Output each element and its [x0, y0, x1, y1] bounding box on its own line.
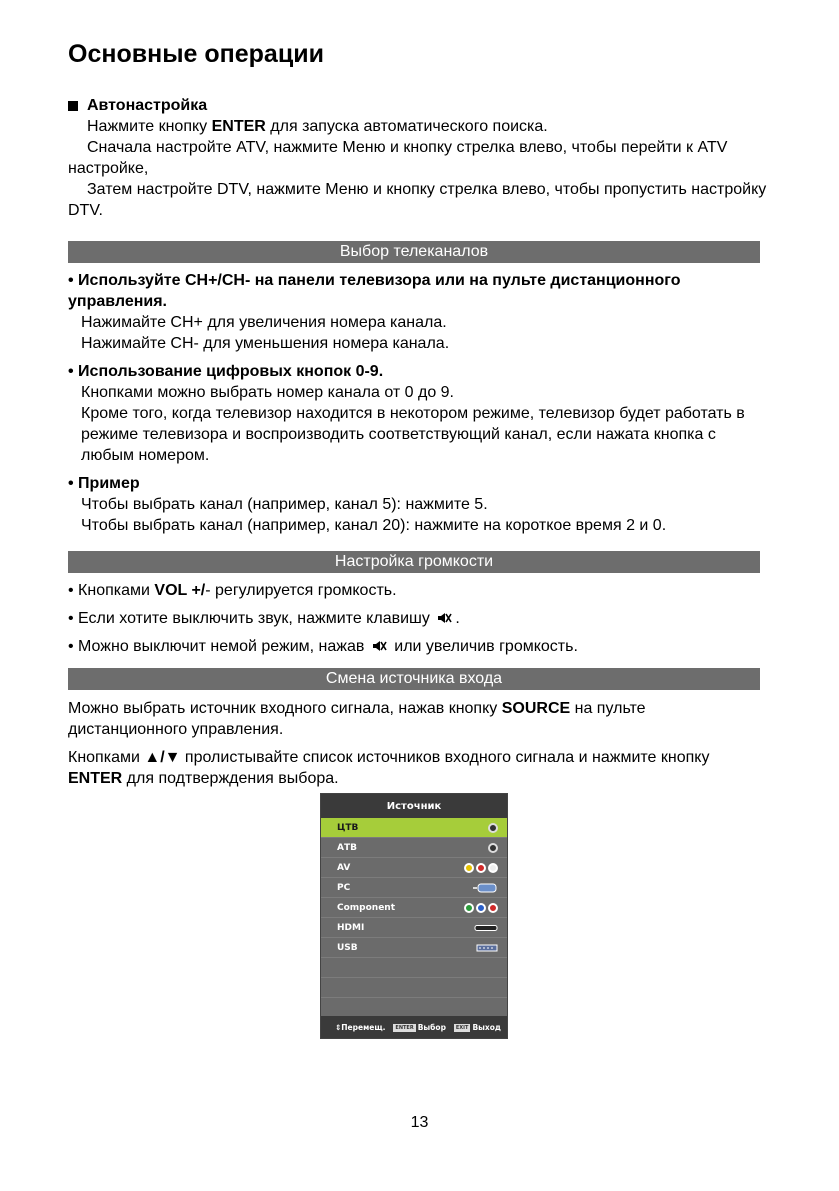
source-item-hdmi[interactable]: HDMI	[321, 918, 507, 938]
source-item-empty	[321, 998, 507, 1018]
autotune-line-3: Затем настройте DTV, нажмите Меню и кнопку стрелка влево, чтобы пропустить настройку DTV.	[68, 181, 767, 219]
source-item-av[interactable]: AV	[321, 858, 507, 878]
source-item-component[interactable]: Component	[321, 898, 507, 918]
page-number: 13	[410, 1114, 429, 1131]
source-item-atv[interactable]: АТВ	[321, 838, 507, 858]
source-para-1: Можно выбрать источник входного сигнала, нажав кнопку SOURCE на пульте дистанционного управления.	[68, 700, 646, 738]
source-section	[68, 698, 768, 789]
volume-line-3: • Можно выключит немой режим, нажав или увеличив громкость.	[68, 638, 578, 655]
page-title: Основные операции	[68, 40, 324, 68]
channels-item-1-line-2: Нажимайте CH- для уменьшения номера канала.	[81, 335, 450, 352]
channels-item-1-line-1: Нажимайте CH+ для увеличения номера канала.	[81, 314, 447, 331]
antenna-icon	[488, 823, 498, 833]
exit-key-icon: EXIT	[455, 1024, 469, 1031]
up-down-arrows-icon: ▲/▼	[144, 749, 181, 766]
footer-exit: EXIT Выход	[455, 1022, 501, 1032]
vga-connector-icon	[472, 883, 498, 893]
channels-item-3-line-1: Чтобы выбрать канал (например, канал 5): нажмите 5.	[81, 496, 488, 513]
source-menu	[320, 793, 508, 1039]
source-item-empty	[321, 958, 507, 978]
component-connector-icon	[464, 903, 498, 913]
source-menu-title: Источник	[321, 794, 507, 818]
source-item-empty	[321, 978, 507, 998]
source-para-2: Кнопками ▲/▼ пролистывайте список источников входного сигнала и нажмите кнопку ENTER для подтверждения выбора.	[68, 749, 710, 787]
section-bar-channels: Выбор телеканалов	[68, 241, 760, 263]
source-item-usb[interactable]: USB	[321, 938, 507, 958]
source-menu-footer	[321, 1016, 507, 1038]
source-item-pc[interactable]: PC	[321, 878, 507, 898]
channels-item-1-heading: • Используйте CH+/CH- на панели телевизора или на пульте дистанционного управления.	[68, 272, 681, 310]
channels-item-2-line-1: Кнопками можно выбрать номер канала от 0 до 9.	[81, 384, 454, 401]
autotune-heading	[68, 95, 768, 116]
av-connector-icon	[464, 863, 498, 873]
channels-item-3-heading: • Пример	[68, 475, 140, 492]
hdmi-connector-icon	[474, 924, 498, 932]
volume-line-1: • Кнопками VOL +/- регулируется громкость.	[68, 582, 397, 599]
channels-item-2-line-2: Кроме того, когда телевизор находится в некотором режиме, телевизор будет работать в режиме телевизора и воспроизводить соответствующий канал, если нажата кнопка с любым номером.	[81, 405, 745, 464]
channels-section	[68, 270, 768, 536]
mute-icon	[372, 639, 387, 653]
volume-line-2: • Если хотите выключить звук, нажмите клавишу .	[68, 610, 460, 627]
volume-section	[68, 580, 768, 657]
channels-item-3-line-2: Чтобы выбрать канал (например, канал 20): нажмите на короткое время 2 и 0.	[81, 517, 667, 534]
section-bar-source: Смена источника входа	[68, 668, 760, 690]
footer-select: ENTER Выбор	[395, 1022, 446, 1032]
channels-item-2-heading: • Использование цифровых кнопок 0-9.	[68, 363, 384, 380]
section-bar-volume: Настройка громкости	[68, 551, 760, 573]
antenna-icon	[488, 843, 498, 853]
autotune-line-2: Сначала настройте ATV, нажмите Меню и кнопку стрелка влево, чтобы перейти к ATV настройке,	[68, 139, 728, 177]
square-bullet-icon	[68, 101, 78, 111]
enter-key-icon: ENTER	[395, 1024, 414, 1031]
source-item-dtv[interactable]: ЦТВ	[321, 818, 507, 838]
usb-connector-icon	[476, 944, 498, 952]
autotune-section	[68, 95, 768, 221]
autotune-heading-text: Автонастройка	[87, 97, 208, 114]
mute-icon	[437, 611, 452, 625]
footer-move: ⇕Перемещ.	[335, 1022, 386, 1032]
autotune-line-1: Нажмите кнопку ENTER для запуска автоматического поиска.	[87, 118, 548, 135]
